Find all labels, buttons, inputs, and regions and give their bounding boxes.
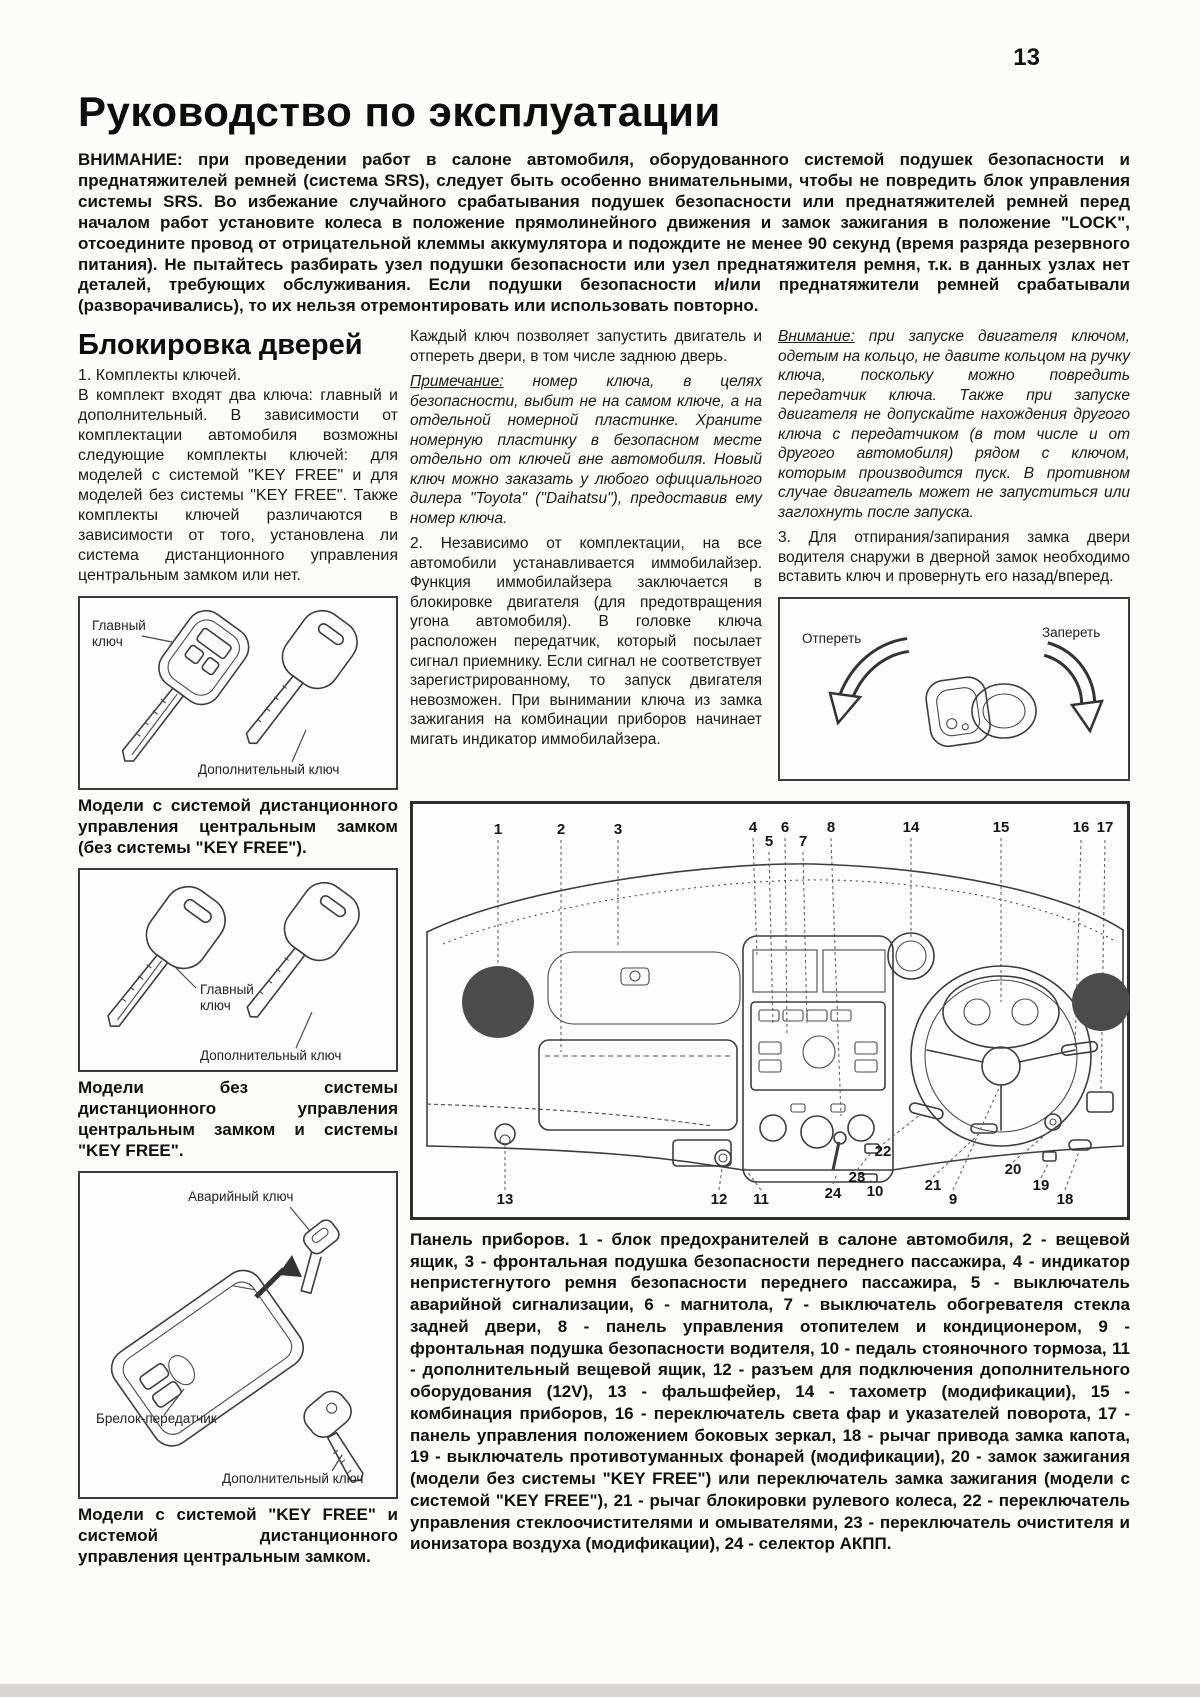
every-key-paragraph: Каждый ключ позволяет запустить двигатель и отпереть двери, в том числе заднюю дверь. bbox=[410, 328, 762, 365]
callout-7: 7 bbox=[798, 832, 808, 850]
caption-remote-models: Модели с системой дистанционного управления центральным замком (без системы "KEY FREE"). bbox=[78, 796, 398, 857]
callout-24: 24 bbox=[824, 1184, 842, 1202]
dashboard-illustration bbox=[413, 804, 1137, 1212]
main-key-label-line2: ключ bbox=[92, 634, 123, 650]
emergency-key-icon bbox=[275, 1217, 358, 1297]
passenger-airbag-panel bbox=[548, 952, 740, 1024]
main-key-icon bbox=[87, 878, 235, 1047]
main-key-label-line1: Главный bbox=[200, 982, 254, 998]
emergency-key-label: Аварийный ключ bbox=[188, 1189, 294, 1205]
right-column bbox=[778, 327, 1130, 787]
callout-11: 11 bbox=[753, 1190, 769, 1208]
unlock-arrow-icon bbox=[830, 645, 908, 723]
attention-body: при запуске двигателя ключом, одетым на кольцо, не давите кольцом на ручку ключа, поскольку можно повредить передатчик ключа. Также при запуске двигателя не допускайте нахождения другого ключа с передатчиком (в том числе и от другого автомобиля) рядом с ключом, которым производится пуск. В противном случае двигатель может не запуститься или заглохнуть после запуска. bbox=[778, 328, 1130, 521]
additional-key-label: Дополнительный ключ bbox=[200, 1048, 342, 1064]
wiper-switch-stalk bbox=[909, 1102, 944, 1120]
callout-20: 20 bbox=[1004, 1160, 1022, 1178]
figure-keyfree-fob bbox=[78, 1171, 398, 1499]
seatbelt-indicator bbox=[621, 968, 649, 985]
figure-lock-unlock bbox=[778, 597, 1130, 781]
callout-4: 4 bbox=[748, 818, 758, 836]
key-sets-title: 1. Комплекты ключей. bbox=[78, 367, 242, 385]
keys-plain-illustration bbox=[80, 870, 392, 1070]
callout-14: 14 bbox=[902, 818, 920, 836]
left-speaker bbox=[462, 966, 534, 1038]
content-columns bbox=[78, 327, 1130, 1577]
main-key-label-line2: ключ bbox=[200, 998, 231, 1014]
additional-key-label: Дополнительный ключ bbox=[222, 1471, 364, 1487]
transmitter-fob-label: Брелок-передатчик bbox=[96, 1411, 217, 1427]
callout-12: 12 bbox=[710, 1190, 728, 1208]
round-vent bbox=[888, 933, 934, 979]
key-number-note bbox=[410, 372, 762, 528]
callout-5: 5 bbox=[764, 832, 774, 850]
callout-6: 6 bbox=[780, 818, 790, 836]
additional-key-icon bbox=[228, 874, 368, 1035]
caption-no-remote-models: Модели без системы дистанционного управления центральным замком и системы "KEY FREE". bbox=[78, 1078, 398, 1160]
keyfree-fob-illustration bbox=[80, 1173, 392, 1497]
callout-16: 16 bbox=[1072, 818, 1090, 836]
unlock-label: Отпереть bbox=[802, 630, 862, 646]
figure-keys-remote bbox=[78, 596, 398, 790]
callout-3: 3 bbox=[613, 820, 623, 838]
right-area bbox=[410, 327, 1130, 1577]
callout-23: 23 bbox=[848, 1168, 866, 1186]
door-unlock-paragraph: 3. Для отпирания/запирания замка двери водителя снаружи в дверной замок необходимо вставить ключ и провернуть его назад/вперед. bbox=[778, 529, 1130, 586]
lock-arrow-icon bbox=[1046, 649, 1102, 731]
additional-key-icon bbox=[227, 602, 366, 762]
dashboard-outline bbox=[427, 864, 1123, 1170]
callout-8: 8 bbox=[826, 818, 836, 836]
middle-column bbox=[410, 327, 762, 787]
note-body: номер ключа, в целях безопасности, выбит не на самом ключе, а на отдельной номерной пластинке. Храните номерную пластинку в безопасном месте отдельно от ключей вне автомобиля. Новый ключ можно заказать у любого официального дилера "Toyota" ("Daihatsu"), предоставив ему номер ключа. bbox=[410, 373, 762, 527]
hvac-controls bbox=[760, 1104, 874, 1148]
audio-unit bbox=[751, 1002, 885, 1090]
key-in-lock-icon bbox=[924, 675, 1036, 749]
additional-key-label: Дополнительный ключ bbox=[198, 762, 340, 778]
callout-15: 15 bbox=[992, 818, 1010, 836]
lock-unlock-illustration bbox=[780, 599, 1128, 779]
dashboard-caption: Панель приборов. 1 - блок предохранителей в салоне автомобиля, 2 - вещевой ящик, 3 - фронтальная подушка безопасности переднего пассажира, 4 - индикатор непристегнутого ремня безопасности переднего пассажира, 5 - выключатель аварийной сигнализации, 6 - магнитола, 7 - выключатель обогревателя стекла задней двери, 8 - панель управления отопителем и кондиционером, 9 - фронтальная подушка безопасности водителя, 10 - педаль стояночного тормоза, 11 - дополнительный вещевой ящик, 12 - разъем для подключения дополнительного оборудования (12V), 13 - фальшфейер, 14 - тахометр (модификации), 15 - комбинация приборов, 16 - переключатель света фар и указателей поворота, 17 - панель управления положением боковых зеркал, 18 - рычаг привода замка капота, 19 - выключатель противотуманных фонарей (модификации), 20 - замок зажигания (модели без системы "KEY FREE") или переключатель замка зажигания (модели с системой "KEY FREE"), 21 - рычаг блокировки рулевого колеса, 22 - переключатель управления стеклоочистителями и омывателями, 23 - переключатель очистителя и ионизатора воздуха (модификации), 24 - селектор АКПП. bbox=[410, 1229, 1130, 1554]
callout-2: 2 bbox=[556, 820, 566, 838]
callout-22: 22 bbox=[874, 1142, 892, 1160]
mirror-control-panel bbox=[1087, 1092, 1113, 1112]
ignition-switch bbox=[1045, 1114, 1061, 1130]
left-column bbox=[78, 327, 398, 1577]
key-sets-paragraph bbox=[78, 366, 398, 586]
flare-holder bbox=[495, 1124, 515, 1145]
page-title: Руководство по эксплуатации bbox=[78, 88, 721, 135]
callout-10: 10 bbox=[866, 1182, 884, 1200]
callout-13: 13 bbox=[496, 1190, 514, 1208]
dashboard-figure bbox=[410, 801, 1130, 1220]
callout-17: 17 bbox=[1096, 818, 1114, 836]
at-selector bbox=[833, 1132, 846, 1170]
scan-edge-shadow bbox=[0, 1684, 1200, 1697]
callout-9: 9 bbox=[948, 1190, 958, 1208]
fog-lamp-switch bbox=[1043, 1152, 1056, 1161]
center-vent-right bbox=[823, 950, 885, 992]
power-socket bbox=[715, 1150, 731, 1166]
main-key-label-line1: Главный bbox=[92, 618, 146, 634]
lock-label: Запереть bbox=[1042, 624, 1101, 640]
immobilizer-paragraph: 2. Независимо от комплектации, на все автомобили устанавливается иммобилайзер. Функция иммобилайзера заключается в блокировке двигателя (для предотвращения угона автомобиля). В головке ключа расположен передатчик, который посылает сигнал приемнику. Если сигнал не соответствует зарегистрированному, то запуск двигателя невозможен. При вынимании ключа из замка зажигания на комбинации приборов начинает мигать индикатор иммобилайзера. bbox=[410, 535, 762, 748]
instrument-cluster bbox=[943, 976, 1059, 1048]
light-switch-stalk bbox=[1061, 1041, 1098, 1056]
center-stack bbox=[743, 936, 893, 1182]
manual-page bbox=[78, 44, 1130, 1578]
keys-remote-illustration bbox=[80, 598, 392, 788]
right-speaker bbox=[1072, 973, 1130, 1031]
center-vent-left bbox=[753, 950, 817, 992]
note-label: Примечание: bbox=[410, 373, 504, 391]
engine-start-attention bbox=[778, 327, 1130, 522]
text-columns bbox=[410, 327, 1130, 787]
caption-keyfree-models: Модели с системой "KEY FREE" и системой дистанционного управления центральным замком. bbox=[78, 1505, 398, 1566]
srs-warning-paragraph: ВНИМАНИЕ: при проведении работ в салоне автомобиля, оборудованного системой подушек безопасности и преднатяжителей ремней (система SRS), следует быть особенно внимательными, чтобы не повредить блок управления системы SRS. Во избежание случайного срабатывания подушек безопасности или преднатяжителей ремней перед началом работ установите колеса в положение прямолинейного движения и замок зажигания в положение "LOCK", отсоедините провод от отрицательной клеммы аккумулятора и подождите не менее 90 секунд (время разряда резервного питания). Не пытайтесь разбирать узел подушки безопасности или узел преднатяжителя ремня, т.к. в данных узлах нет деталей, требующих обслуживания. Если подушки безопасности и/или преднатяжители ремней срабатывали (разворачивались), то их нельзя отремонтировать или использовать повторно. bbox=[78, 150, 1130, 316]
callout-21: 21 bbox=[924, 1176, 942, 1194]
callout-18: 18 bbox=[1056, 1190, 1074, 1208]
callout-1: 1 bbox=[493, 820, 503, 838]
key-sets-body: В комплект входят два ключа: главный и дополнительный. В зависимости от комплектации автомобиля возможны следующие комплекты ключей: для моделей с системой "KEY FREE" и для моделей без системы "KEY FREE". Также комплекты ключей различаются в зависимости от того, установлена ли система дистанционного управления центральным замком или нет. bbox=[78, 387, 398, 585]
removal-arrow-icon bbox=[256, 1255, 302, 1297]
figure-keys-plain bbox=[78, 868, 398, 1072]
section-heading-door-locks: Блокировка дверей bbox=[78, 329, 363, 362]
page-number: 13 bbox=[1013, 44, 1040, 71]
callout-19: 19 bbox=[1032, 1176, 1050, 1194]
attention-label: Внимание: bbox=[778, 328, 855, 346]
